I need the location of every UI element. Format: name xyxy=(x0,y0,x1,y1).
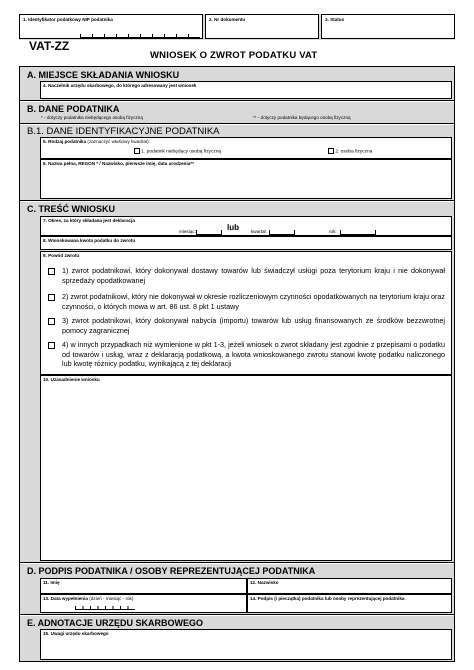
signature-field[interactable] xyxy=(247,594,452,613)
quarter-label: kwartał: xyxy=(251,229,267,234)
option-non-natural-person[interactable]: 1. podatnik niebędący osobą fizyczną xyxy=(134,148,221,154)
taxpayer-name-field[interactable] xyxy=(40,159,452,199)
or-label: lub xyxy=(227,223,239,232)
taxpayer-name-label: 6. Nazwa pełna, REGON * / Nazwisko, pierwsze imię, data urodzenia** xyxy=(43,161,194,166)
office-remarks-label: 15. Uwagi urzędu skarbowego xyxy=(43,631,109,636)
reason-3-text: 3) zwrot podatnikowi, który dokonywał nabycia (importu) towarów lub usług finansowanych ze środków bezzwrotnej pomocy zagranicznej xyxy=(62,316,445,335)
section-c xyxy=(20,202,454,563)
checkbox-non-natural-person[interactable] xyxy=(134,148,140,154)
section-a xyxy=(20,67,454,101)
month-label: miesiąc: xyxy=(179,229,196,234)
taxpayer-type-label: 5. Rodzaj podatnika (zaznaczyć właściwy kwadrat): xyxy=(43,139,150,144)
section-c-header: C. TREŚĆ WNIOSKU xyxy=(27,204,116,214)
nip-label: 1. Identyfikator podatkowy NIP podatnika xyxy=(23,17,113,22)
section-b1 xyxy=(20,125,454,201)
reason-1-checkbox[interactable] xyxy=(48,268,55,275)
option-natural-person[interactable]: 2. osoba fizyczna xyxy=(328,148,372,154)
section-b-header: B. DANE PODATNIKA xyxy=(27,104,120,114)
quarter-input[interactable] xyxy=(269,230,295,235)
last-name-label: 12. Nazwisko xyxy=(250,580,279,585)
reason-2-checkbox[interactable] xyxy=(48,294,55,301)
nip-field[interactable] xyxy=(19,14,203,39)
reason-1-text: 1) zwrot podatnikowi, który dokonywał dostawy towarów lub świadczył usługi poza terytorium kraju i nie dokonywał sprzedaży opodatkowanej xyxy=(62,266,445,285)
section-b1-header: B.1. DANE IDENTYFIKACYJNE PODATNIKA xyxy=(27,126,220,137)
year-input[interactable] xyxy=(340,230,376,235)
taxpayer-type-field xyxy=(40,137,452,159)
justification-field[interactable] xyxy=(40,375,452,561)
refund-amount-label: 8. Wnioskowana kwota podatku do zwrotu xyxy=(43,238,136,243)
checkbox-natural-person[interactable] xyxy=(328,148,334,154)
status-label: 3. Status xyxy=(325,17,345,22)
month-input[interactable] xyxy=(196,230,222,235)
reason-4-text: 4) w innych przypadkach niż wymienione w pkt 1-3, jeżeli wniosek o zwrot składany jest zgodnie z przepisami o podatku od towarów i usług, wraz z deklaracją podatkową, a kwota wnioskowanego zwrotu stanowi kwotę podatku naliczonego lub kwotę różnicy podatku, wynikającą z tej deklaracji xyxy=(62,340,445,369)
refund-reason-label: 9. Powód zwrotu xyxy=(43,253,80,258)
document-number-label: 2. Nr dokumentu xyxy=(209,17,246,22)
first-name-label: 11. Imię xyxy=(43,580,60,585)
reason-3-checkbox[interactable] xyxy=(48,318,55,325)
status-field[interactable] xyxy=(321,14,455,39)
document-number-field[interactable] xyxy=(205,14,319,39)
fill-date-input[interactable] xyxy=(75,606,135,610)
section-b xyxy=(20,102,454,124)
section-e-header: E. ADNOTACJE URZĘDU SKARBOWEGO xyxy=(27,618,204,628)
reason-2-text: 2) zwrot podatnikowi, który nie dokonywał w okresie rozliczeniowym czynności opodatkowanych na terytorium kraju oraz czynności, o których mowa w art. 86 ust. 8 pkt 1 ustawy xyxy=(62,292,445,311)
year-label: rok: xyxy=(329,229,337,234)
first-name-field[interactable] xyxy=(40,578,247,594)
section-d-header: D. PODPIS PODATNIKA / OSOBY REPREZENTUJĄCEJ PODATNIKA xyxy=(27,566,316,576)
signature-label: 14. Podpis (i pieczątka) podatnika lub osoby reprezentującej podatnika xyxy=(250,596,405,601)
tax-office-label: 4. Naczelnik urzędu skarbowego, do którego adresowany jest wniosek xyxy=(43,83,197,88)
form-code: VAT-ZZ xyxy=(29,39,70,53)
period-label: 7. Okres, za który składana jest deklaracja xyxy=(43,218,135,223)
section-b-note-natural: ** - dotyczy podatnika będącego osobą fizyczną xyxy=(253,115,351,120)
reason-4-checkbox[interactable] xyxy=(48,342,55,349)
refund-amount-field[interactable] xyxy=(40,236,452,250)
office-remarks-field[interactable] xyxy=(40,629,452,660)
section-b-note-non-natural: * - dotyczy podatnika niebędącego osobą fizyczną xyxy=(41,115,143,120)
fill-date-field[interactable] xyxy=(40,594,247,613)
section-e xyxy=(20,616,454,661)
form-title: WNIOSEK O ZWROT PODATKU VAT xyxy=(150,50,318,61)
nip-tick-marks xyxy=(80,34,200,38)
section-d xyxy=(20,564,454,615)
period-field xyxy=(40,216,452,236)
justification-label: 10. Uzasadnienie wniosku xyxy=(43,377,100,382)
last-name-field[interactable] xyxy=(247,578,452,594)
section-a-header: A. MIEJSCE SKŁADANIA WNIOSKU xyxy=(27,70,180,80)
refund-reason-field xyxy=(40,251,452,375)
tax-office-field[interactable] xyxy=(40,81,452,99)
fill-date-label: 13. Data wypełnienia (dzień - miesiąc - rok) xyxy=(43,596,134,601)
